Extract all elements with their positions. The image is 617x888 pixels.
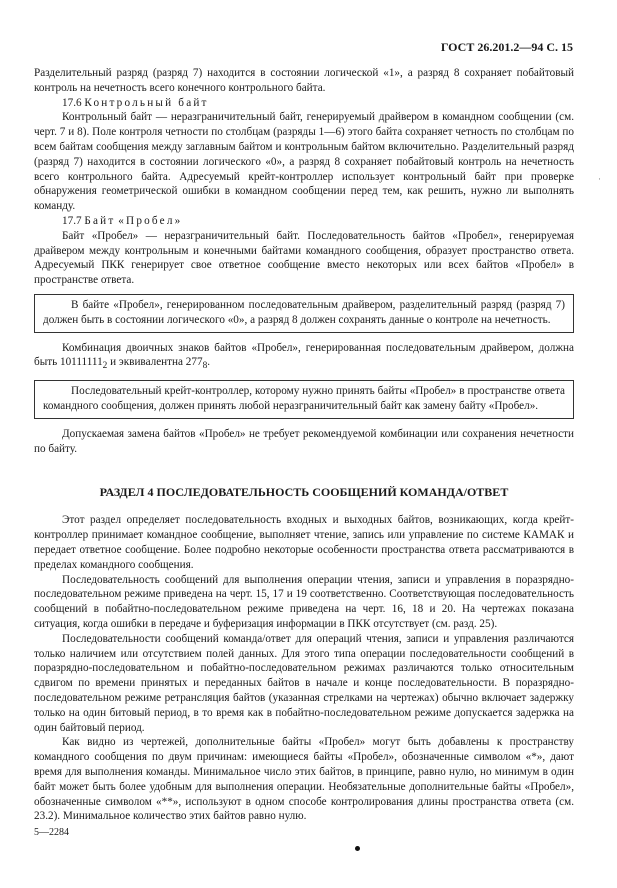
paragraph: Как видно из чертежей, дополнительные байты «Пробел» могут быть добавлены к пространству командного сообщения по двум причинам: имеющиеся байты «Пробел», обозначенные символом «*», дают время для выполнения команды. Минимальное число этих байтов, в принципе, равно нулю, но минимум в один байт может быть более удобным для выполнения операции. Необязательные дополнительные байты «Пробел», обозначенные символом «**», используют в одном способе контролирования длины пространства ответа (см. 23.2). Минимальное количество этих байтов равно нулю. bbox=[34, 736, 574, 823]
paragraph: Контрольный байт — неразграничительный байт, генерируемый драйвером в командном сообщении (см. черт. 7 и 8). Поле контроля четности по столбцам (разряды 1—6) этого байта сохраняет четность по столбцам по всем байтам сообщения между заглавным байтом и контрольным байтом включительно. Разделительный разряд (разряд 7) находится в состоянии логического «0», а разряд 8 сохраняет побайтовый контроль на нечетность всего контрольного байта. Адресуемый крейт-контроллер использует контрольный байт при проверке обнаружения геометрической ошибки в командном сообщении перед тем, как решить, нужно ли выполнять команду. bbox=[34, 111, 574, 213]
paragraph-text: Комбинация двоичных знаков байтов «Пробел», генерированная последовательным драйвером, должна быть 10111111 bbox=[34, 341, 574, 369]
requirement-box bbox=[34, 380, 574, 419]
paragraph-text: . bbox=[207, 356, 211, 369]
subsection-title-quoted: «Пробел» bbox=[118, 214, 183, 227]
paragraph: Последовательности сообщений команда/ответ для операций чтения, записи и управления различаются только наличием или отсутствием полей данных. Для этого типа операции последовательности сообщений в поразрядно-последовательном и побайтно-последовательном режимах различаются только относительным сдвигом по времени принятых и переданных байтов в начале и конце последовательности. В поразрядно-последовательном режиме ретрансляция байтов (указанная стрелками на чертежах) обычно включает задержку только на один битовый период, в то время как в побайтно-последовательном режиме допускается задержка на один байтовый период. bbox=[34, 632, 574, 734]
subsection-number: 17.6 bbox=[62, 96, 82, 109]
paragraph: Разделительный разряд (разряд 7) находится в состоянии логической «1», а разряд 8 сохраняет побайтовый контроль на нечетность всего конечного контрольного байта. bbox=[34, 67, 574, 94]
subsection-heading bbox=[62, 96, 574, 111]
paragraph: Допускаемая замена байтов «Пробел» не требует рекомендуемой комбинации или сохранения нечетности по байту. bbox=[34, 427, 574, 455]
page-footer: 5—2284 bbox=[34, 827, 69, 838]
paragraph: Байт «Пробел» — неразграничительный байт. Последовательность байтов «Пробел», генерируемая драйвером между контрольным и конечными байтами командного сообщения, образует пространство ответа. Адресуемый ПКК генерирует свое ответное сообщение вместо некоторых или всех байтов «Пробел» в пространстве ответа. bbox=[34, 229, 574, 287]
paragraph bbox=[34, 341, 574, 375]
subsection-title: Байт bbox=[84, 214, 116, 227]
requirement-box bbox=[34, 294, 574, 333]
paragraph-text: и эквивалентна 277 bbox=[107, 356, 203, 369]
requirement-text: Последовательный крейт-контроллер, которому нужно принять байты «Пробел» в пространстве ответа командного сообщения, должен принять любой неразграничительный байт как замену байту «Пробел». bbox=[43, 385, 565, 413]
paragraph: Последовательность сообщений для выполнения операции чтения, записи и управления в поразрядно-последовательном режиме приведена на черт. 15, 17 и 19 соответственно. Соответствующая последовательность сообщений в побайтно-последовательном режиме приведена на черт. 16, 18 и 20. На чертежах показана ситуация, когда ошибки в передаче и буферизация информации в ПКК отсутствует (см. разд. 25). bbox=[34, 573, 574, 630]
page-content bbox=[34, 66, 574, 824]
section-title: РАЗДЕЛ 4 ПОСЛЕДОВАТЕЛЬНОСТЬ СООБЩЕНИЙ КОМАНДА/ОТВЕТ bbox=[99, 484, 509, 499]
subsection-title: Контрольный байт bbox=[84, 96, 209, 109]
ink-dot bbox=[355, 846, 360, 851]
subsection-heading bbox=[62, 214, 574, 229]
requirement-text: В байте «Пробел», генерированном последовательным драйвером, разделительный разряд (разряд 7) должен быть в состоянии логического «0», а разряд 8 должен сохранять данные о контроле на нечетность. bbox=[43, 298, 565, 326]
subsection-number: 17.7 bbox=[62, 214, 82, 227]
page-header: ГОСТ 26.201.2—94 С. 15 bbox=[440, 40, 573, 54]
margin-mark: · bbox=[598, 174, 601, 184]
subscript: 8 bbox=[202, 361, 208, 372]
paragraph: Этот раздел определяет последовательность входных и выходных байтов, возникающих, когда крейт-контроллер принимает командное сообщение, выполняет чтение, запись или управление по системе КАМАК и передает ответное сообщение. Более подробно некоторые особенности пространства ответа рассматриваются в пределах командного сообщения. bbox=[34, 514, 574, 571]
subscript: 2 bbox=[102, 361, 108, 372]
